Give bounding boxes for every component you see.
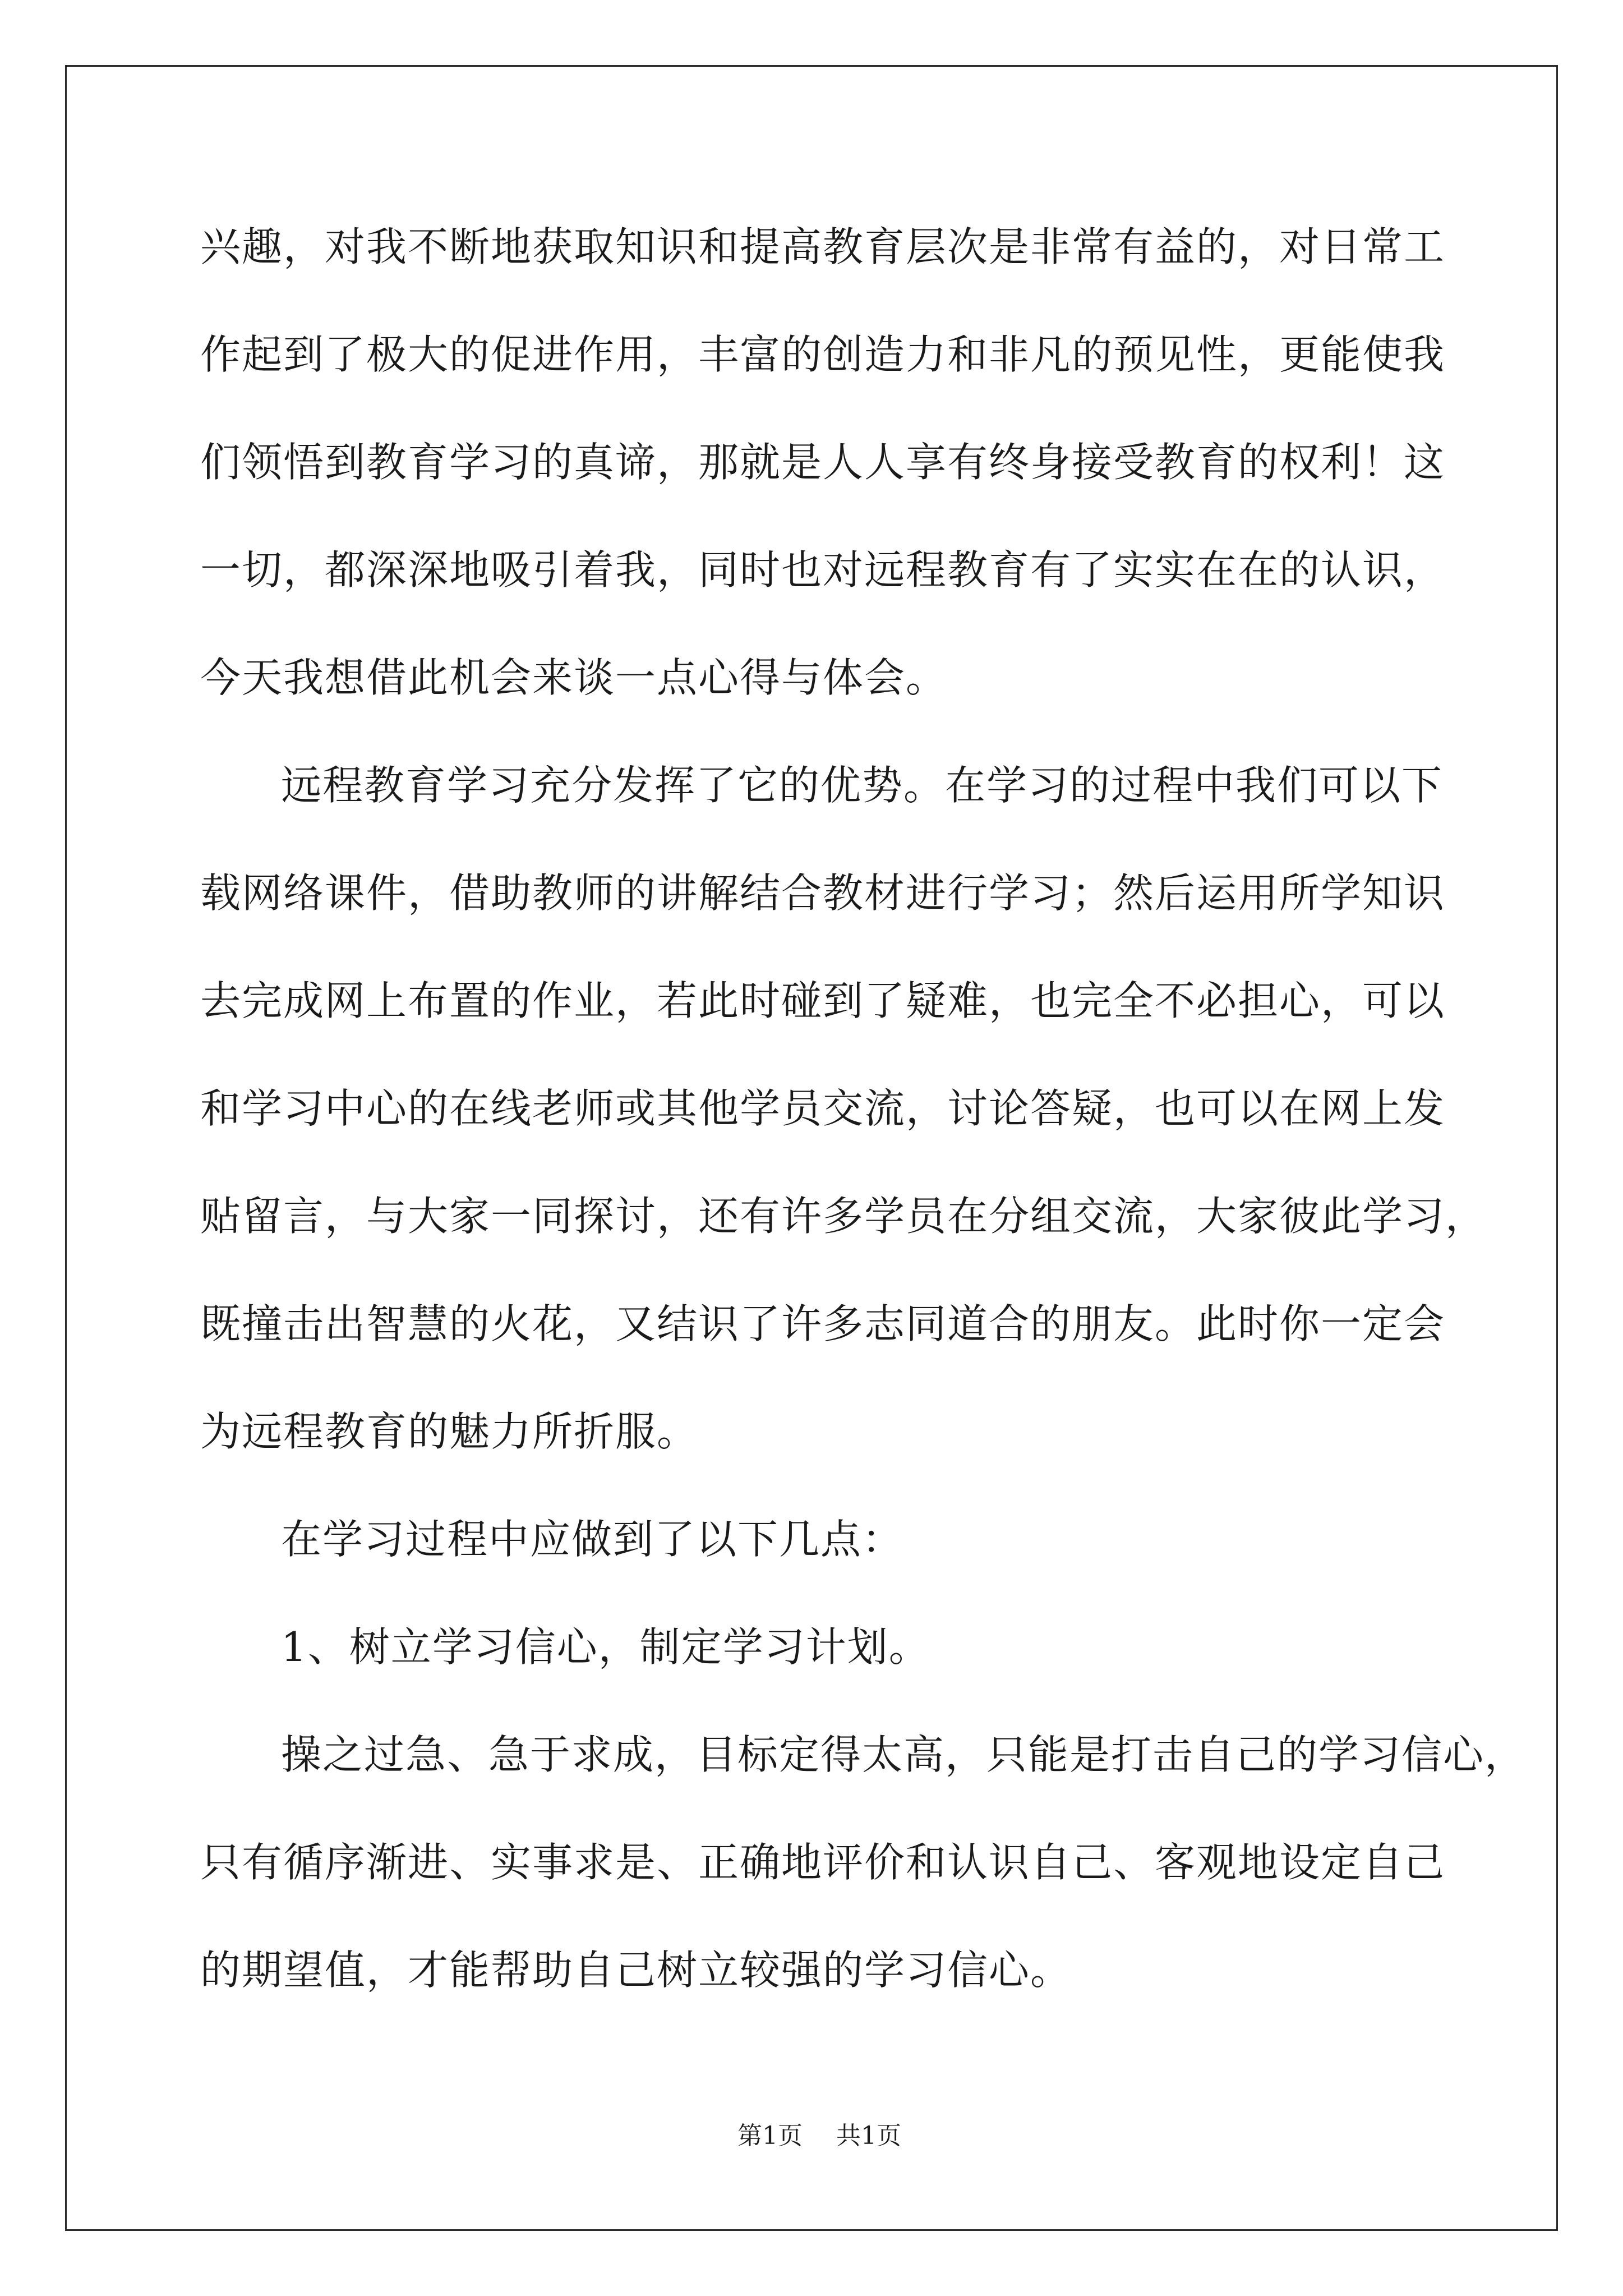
text-line-14: 1、树立学习信心，制定学习计划。 xyxy=(281,1623,930,1671)
text-line-11: 既撞击出智慧的火花，又结识了许多志同道合的朋友。此时你一定会 xyxy=(200,1300,1446,1347)
text-line-12: 为远程教育的魅力所折服。 xyxy=(200,1408,699,1455)
text-line-3: 们领悟到教育学习的真谛，那就是人人享有终身接受教育的权利！这 xyxy=(200,439,1446,486)
text-line-17: 的期望值，才能帮助自己树立较强的学习信心。 xyxy=(200,1947,1072,1994)
text-line-10: 贴留言，与大家一同探讨，还有许多学员在分组交流，大家彼此学习， xyxy=(200,1193,1487,1240)
text-line-8: 去完成网上布置的作业，若此时碰到了疑难，也完全不必担心，可以 xyxy=(200,977,1446,1024)
text-line-13: 在学习过程中应做到了以下几点： xyxy=(281,1516,904,1563)
text-line-1: 兴趣，对我不断地获取知识和提高教育层次是非常有益的，对日常工 xyxy=(200,223,1446,270)
text-line-5: 今天我想借此机会来谈一点心得与体会。 xyxy=(200,654,948,701)
text-line-6: 远程教育学习充分发挥了它的优势。在学习的过程中我们可以下 xyxy=(281,762,1444,809)
page-number-total: 共1页 xyxy=(836,2122,901,2150)
page-number-current: 第1页 xyxy=(737,2122,803,2150)
text-line-2: 作起到了极大的促进作用，丰富的创造力和非凡的预见性，更能使我 xyxy=(200,331,1446,378)
text-line-15: 操之过急、急于求成，目标定得太高，只能是打击自己的学习信心， xyxy=(281,1731,1527,1778)
text-line-4: 一切，都深深地吸引着我，同时也对远程教育有了实实在在的认识， xyxy=(200,546,1446,593)
text-line-16: 只有循序渐进、实事求是、正确地评价和认识自己、客观地设定自己 xyxy=(200,1839,1446,1886)
text-line-9: 和学习中心的在线老师或其他学员交流，讨论答疑，也可以在网上发 xyxy=(200,1085,1446,1132)
document-body xyxy=(200,213,1527,2044)
page-footer xyxy=(0,2086,1623,2153)
text-line-7: 载网络课件，借助教师的讲解结合教材进行学习；然后运用所学知识 xyxy=(200,869,1446,917)
